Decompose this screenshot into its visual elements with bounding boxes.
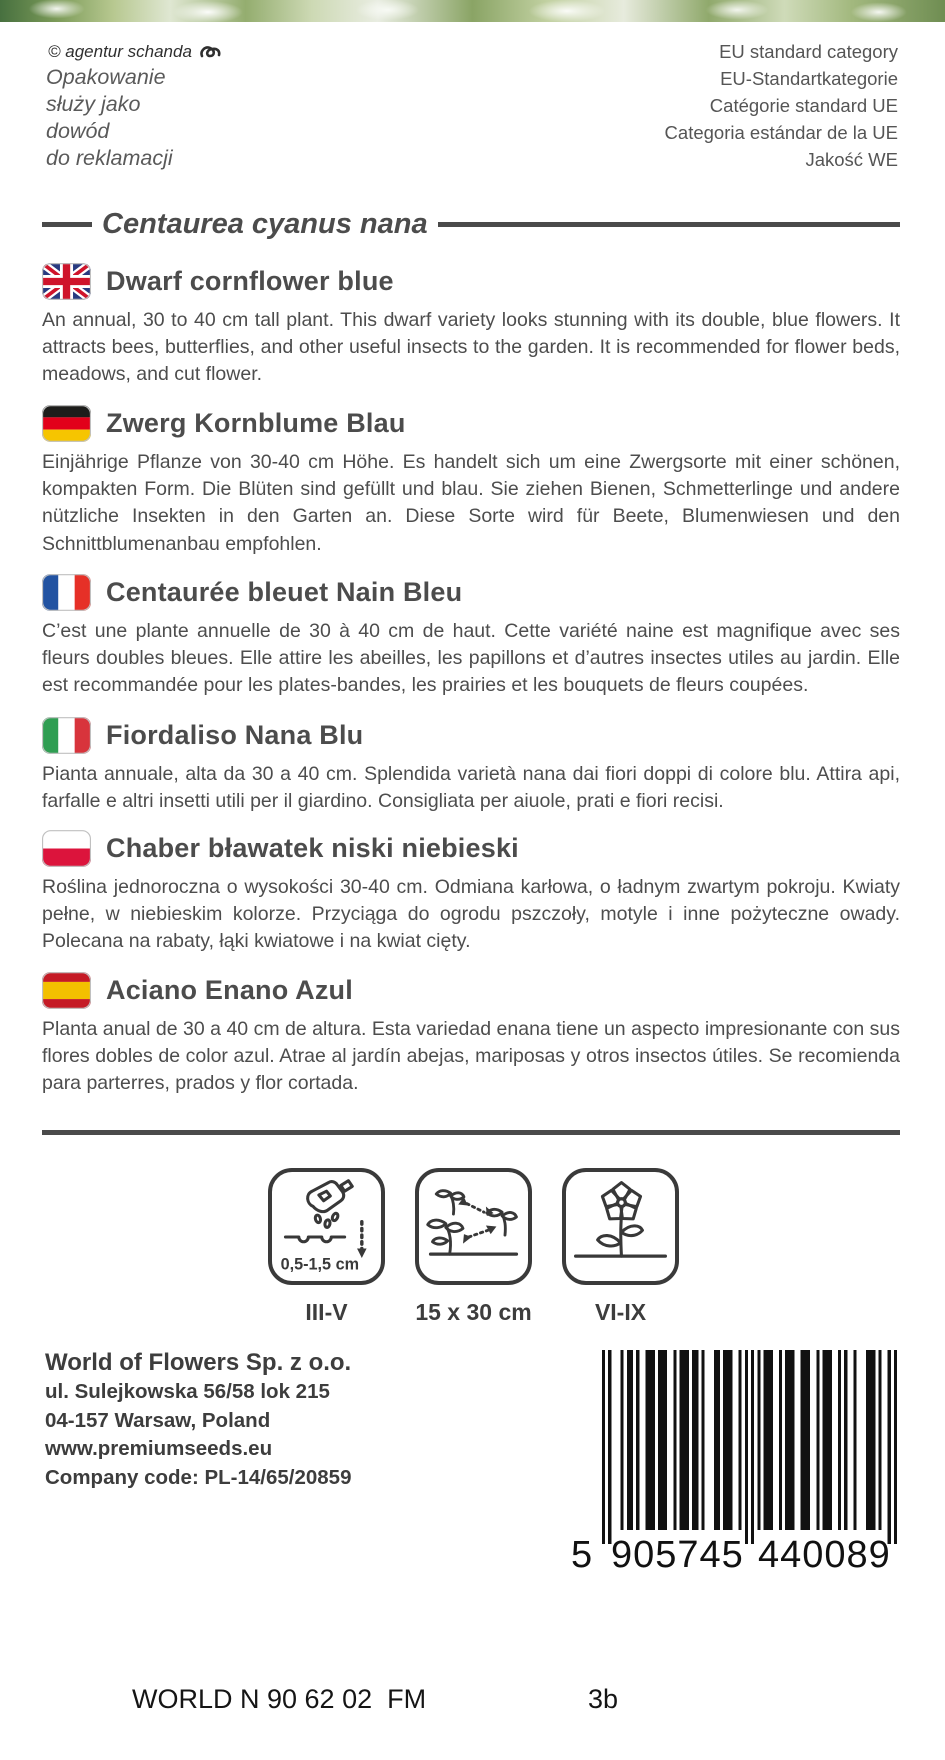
section-body: Einjährige Pflanze von 30-40 cm Höhe. Es handelt sich um eine Zwergsorte mit einer schönen, kompakten Form. Die Blüten sind gefüllt und blau. Sie ziehen Bienen, Schmetterlinge und andere nützliche Insekten in den Garten an. Diese Sorte wird für Beete, Blumenwiesen und den Schnittblumenanbau empfohlen. <box>42 451 900 555</box>
sowing-depth-icon <box>274 1174 379 1279</box>
sowing-depth-cell <box>268 1168 385 1326</box>
barcode-digit-group: 440089 <box>758 1534 891 1576</box>
section-heading: Aciano Enano Azul <box>106 975 353 1005</box>
plant-spacing-label: 15 x 30 cm <box>415 1299 532 1325</box>
claim-line: służy jako <box>46 92 141 116</box>
eu-category-block <box>665 38 898 173</box>
category-line: Categoria estándar de la UE <box>664 122 898 143</box>
section-heading: Fiordaliso Nana Blu <box>106 720 364 750</box>
poland-flag-icon <box>42 830 91 867</box>
producer-website: www.premiumseeds.eu <box>45 1437 273 1460</box>
section-header <box>42 829 900 867</box>
section-german <box>42 404 900 558</box>
section-header <box>42 404 900 442</box>
barcode-bars <box>602 1350 897 1544</box>
title-right-rule <box>438 222 900 227</box>
claim-line: do reklamacji <box>46 146 173 170</box>
batch-number: WORLD N 90 62 02 FM <box>132 1684 427 1714</box>
section-body: Pianta annuale, alta da 30 a 40 cm. Splendida varietà nana dai fiori doppi di colore blu. Attira api, farfalle e altri insetti utili per il giardino. Consigliata per aiuole, prati e fiori recisi. <box>42 763 900 813</box>
producer-address-line: 04-157 Warsaw, Poland <box>45 1408 271 1432</box>
producer-name: World of Flowers Sp. z o.o. <box>45 1349 352 1376</box>
section-french <box>42 573 900 700</box>
barcode-digit-group: 5 <box>571 1534 593 1576</box>
section-english <box>42 262 900 389</box>
sowing-depth-box <box>268 1168 385 1285</box>
plant-spacing-icon <box>421 1174 526 1279</box>
flowering-period-icon <box>568 1174 673 1279</box>
spain-flag-icon <box>42 972 91 1009</box>
category-line: EU-Standartkategorie <box>720 68 898 89</box>
section-divider-rule <box>42 1130 900 1135</box>
cultivation-icons-row <box>268 1168 679 1326</box>
category-line: Jakość WE <box>805 149 898 170</box>
france-flag-icon <box>42 574 91 611</box>
section-header <box>42 971 900 1009</box>
italy-flag-icon <box>42 717 91 754</box>
section-heading: Zwerg Kornblume Blau <box>106 408 406 438</box>
latin-name: Centaurea cyanus nana <box>102 208 428 240</box>
claim-line: Opakowanie <box>46 65 166 89</box>
latin-name-row <box>42 208 900 241</box>
category-line: Catégorie standard UE <box>709 95 898 116</box>
producer-block <box>45 1348 352 1492</box>
section-header <box>42 262 900 300</box>
plant-spacing-box <box>415 1168 532 1285</box>
sowing-months-label: III-V <box>305 1299 348 1325</box>
section-italian <box>42 716 900 815</box>
flowering-months-label: VI-IX <box>594 1299 647 1325</box>
producer-address-line: ul. Sulejkowska 56/58 lok 215 <box>45 1380 330 1403</box>
section-body: Roślina jednoroczna o wysokości 30-40 cm. Odmiana karłowa, o ładnym zwartym pokroju. Kwiaty pełne, w niebieskim kolorze. Przyciąga do ogrodu pszczoły, motyle i inne pożyteczne owady. Polecana na rabaty, łąki kwiatowe i na kwiat cięty. <box>42 876 900 953</box>
top-photo-strip <box>0 0 945 22</box>
section-heading: Chaber bławatek niski niebieski <box>106 833 519 863</box>
section-body: An annual, 30 to 40 cm tall plant. This dwarf variety looks stunning with its double, blue flowers. It attracts bees, butterflies, and other useful insects to the garden. It is recommended for flower beds, meadows, and cut flower. <box>42 309 900 386</box>
agentur-loop-icon <box>199 44 223 60</box>
copyright-note <box>48 42 223 62</box>
category-line: EU standard category <box>719 41 898 62</box>
section-body: C’est une plante annuelle de 30 à 40 cm de haut. Cette variété naine est magnifique avec ses fleurs doubles bleues. Elle attire les abeilles, les papillons et d’autres insectes utiles au jardin. Elle est recommandée pour les plates-bandes, les prairies et les bouquets de fleurs coupées. <box>42 620 900 697</box>
flowering-period-box <box>562 1168 679 1285</box>
section-header <box>42 716 900 754</box>
barcode-digit-group: 905745 <box>611 1534 744 1576</box>
title-left-rule <box>42 222 92 227</box>
section-heading: Centaurée bleuet Nain Bleu <box>106 577 463 607</box>
print-code: 3b <box>588 1684 619 1714</box>
claim-line: dowód <box>46 119 110 143</box>
section-header <box>42 573 900 611</box>
germany-flag-icon <box>42 405 91 442</box>
plant-spacing-cell <box>415 1168 532 1326</box>
section-spanish <box>42 971 900 1098</box>
copyright-text: © agentur schanda <box>48 42 192 61</box>
section-body: Planta anual de 30 a 40 cm de altura. Esta variedad enana tiene un aspecto impresionante con sus flores dobles de color azul. Atrae al jardín abejas, mariposas y otros insectos útiles. Se recomienda para parterres, prados y flor cortada. <box>42 1018 900 1095</box>
ean13-barcode <box>571 1350 897 1585</box>
packaging-claim <box>46 64 173 172</box>
section-heading: Dwarf cornflower blue <box>106 266 394 296</box>
uk-flag-icon <box>42 263 91 300</box>
producer-company-code: Company code: PL-14/65/20859 <box>45 1465 352 1489</box>
flowering-period-cell <box>562 1168 679 1326</box>
sowing-depth-value: 0,5-1,5 cm <box>280 1255 360 1274</box>
section-polish <box>42 829 900 956</box>
